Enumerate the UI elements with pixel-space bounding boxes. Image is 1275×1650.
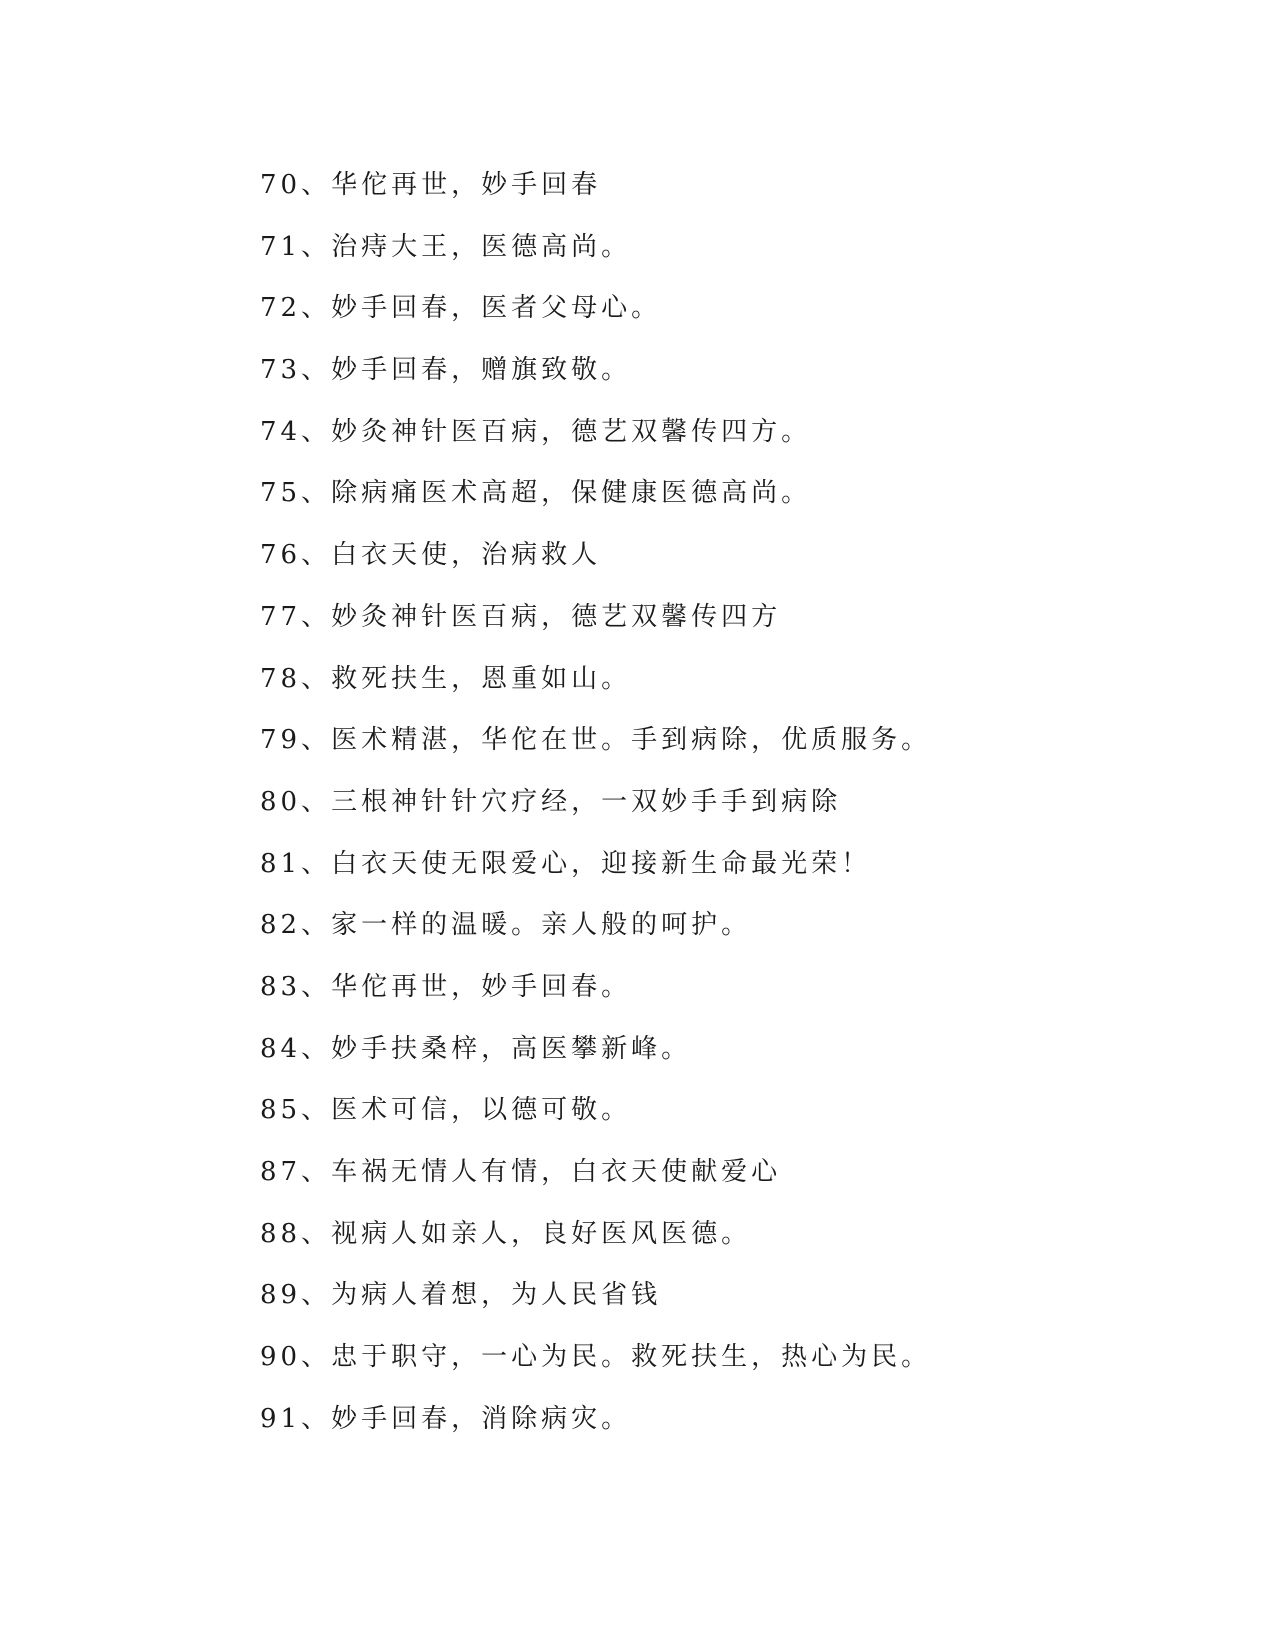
list-item: 79、医术精湛，华佗在世。手到病除，优质服务。 xyxy=(260,725,932,756)
list-item: 76、白衣天使，治病救人 xyxy=(260,540,602,571)
list-item: 70、华佗再世，妙手回春 xyxy=(260,170,602,200)
list-item: 78、救死扶生，恩重如山。 xyxy=(260,663,632,694)
list-item: 75、除病痛医术高超，保健康医德高尚。 xyxy=(260,478,812,509)
list-item: 71、治痔大王，医德高尚。 xyxy=(260,231,632,262)
phrase-list xyxy=(260,165,931,1460)
list-item: 80、三根神针针穴疗经，一双妙手手到病除 xyxy=(260,786,842,817)
list-item: 81、白衣天使无限爱心，迎接新生命最光荣！ xyxy=(260,848,872,879)
list-item: 73、妙手回春，赠旗致敬。 xyxy=(260,355,632,386)
list-item: 77、妙灸神针医百病，德艺双馨传四方 xyxy=(260,601,782,632)
list-item: 84、妙手扶桑梓，高医攀新峰。 xyxy=(260,1033,692,1064)
list-item: 83、华佗再世，妙手回春。 xyxy=(260,971,632,1002)
list-item: 85、医术可信，以德可敬。 xyxy=(260,1095,632,1126)
list-item: 89、为病人着想，为人民省钱 xyxy=(260,1280,662,1311)
list-item: 87、车祸无情人有情，白衣天使献爱心 xyxy=(260,1157,782,1187)
list-item: 72、妙手回春，医者父母心。 xyxy=(260,293,662,324)
list-item: 74、妙灸神针医百病，德艺双馨传四方。 xyxy=(260,416,812,447)
list-item: 91、妙手回春，消除病灾。 xyxy=(260,1403,632,1434)
list-item: 88、视病人如亲人，良好医风医德。 xyxy=(260,1218,752,1249)
list-item: 82、家一样的温暖。亲人般的呵护。 xyxy=(260,910,752,941)
list-item: 90、忠于职守，一心为民。救死扶生，热心为民。 xyxy=(260,1342,932,1373)
